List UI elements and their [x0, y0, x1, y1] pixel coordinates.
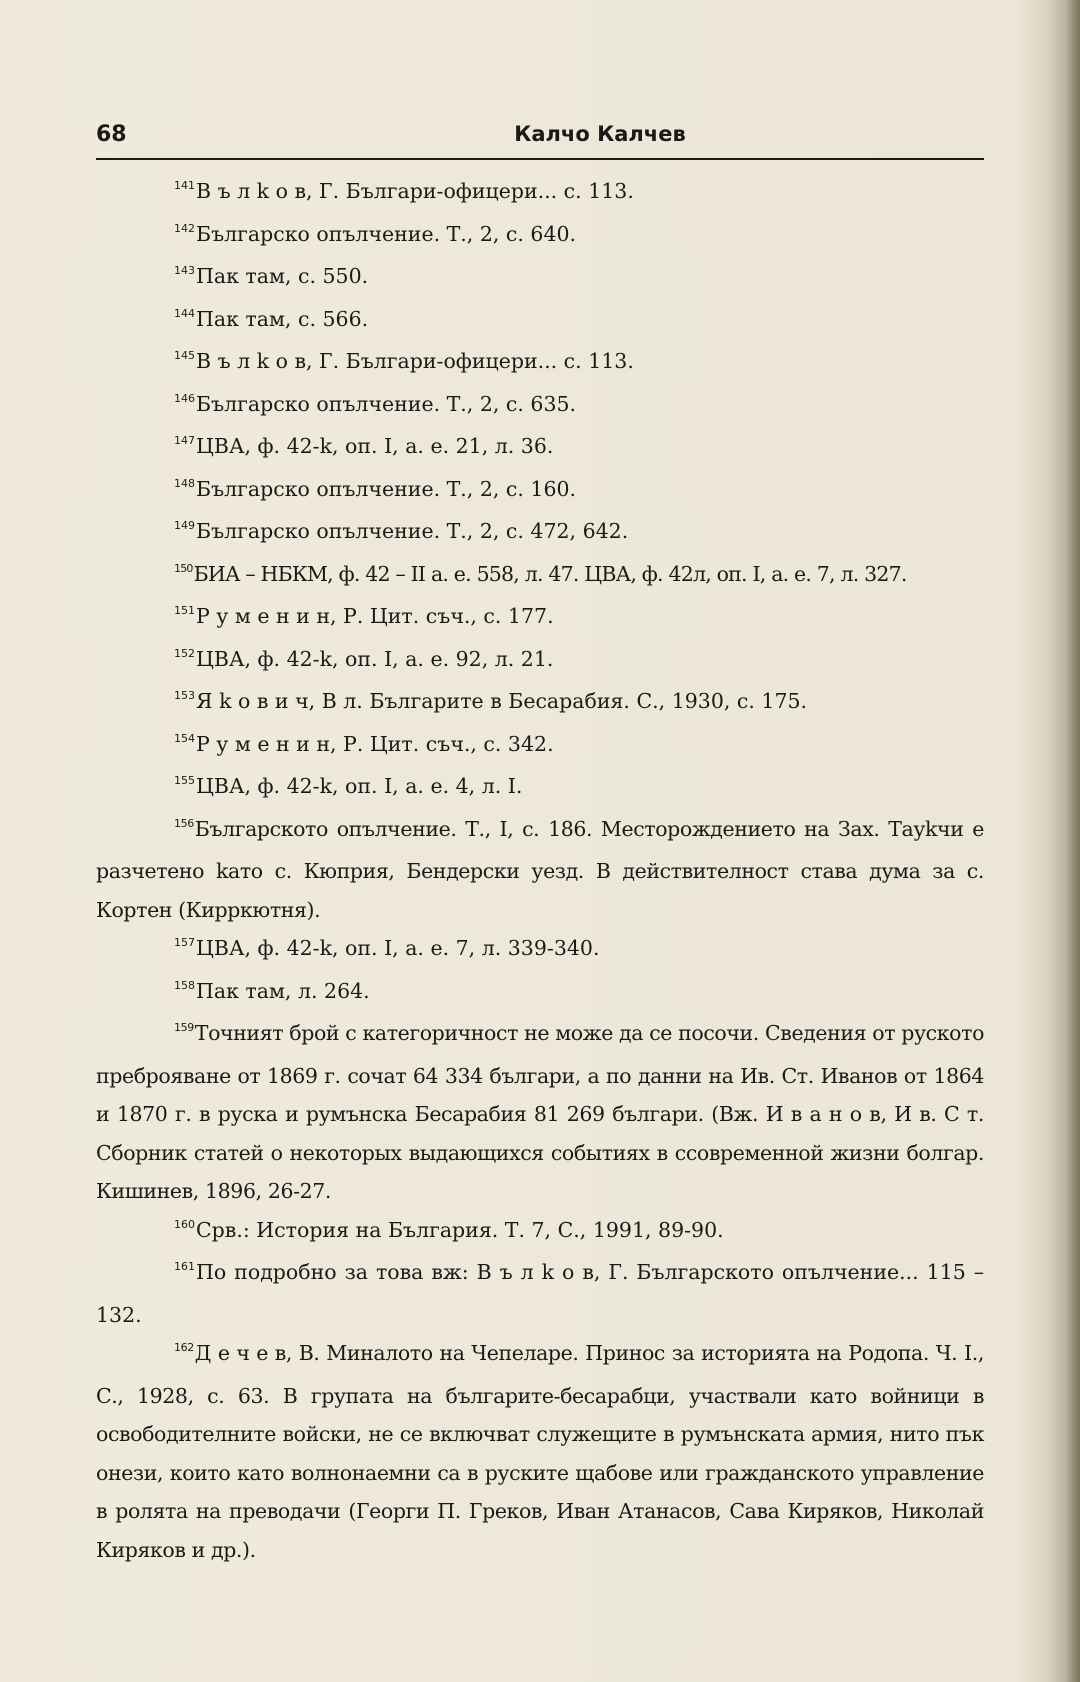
- footnote: [96, 767, 984, 810]
- footnote: [96, 725, 984, 768]
- footnote: [96, 1211, 984, 1254]
- footnote-text: Пак там, с. 566.: [196, 306, 369, 331]
- footnote-text: Пак там, с. 550.: [196, 264, 369, 288]
- footnote-number: 156: [174, 816, 194, 830]
- footnote-text: Срв.: История на България. Т. 7, С., 1991, 89-90.: [196, 1217, 724, 1242]
- footnotes-list: [96, 172, 984, 1569]
- footnote-number: 159: [174, 1021, 194, 1034]
- footnote-text: Р у м е н и н, Р. Цит. съч., с. 342.: [196, 731, 554, 756]
- footnote: [96, 597, 984, 640]
- footnote-number: 161: [174, 1260, 195, 1273]
- footnote-text: ЦВА, ф. 42-k, оп. I, а. е. 4, л. I.: [196, 774, 523, 798]
- footnote-text: По подробно за това вж: В ъ л k о в, Г. Българското опълчение... 115 – 132.: [96, 1260, 984, 1327]
- footnote-text: БИА – НБКМ, ф. 42 – II а. е. 558, л. 47. ЦВА, ф. 42л, оп. I, а. е. 7, л. 327.: [193, 561, 907, 586]
- footnote-number: 150: [174, 561, 193, 575]
- footnote: [96, 929, 984, 972]
- footnote: [96, 810, 984, 930]
- footnote: [96, 172, 984, 215]
- footnote-number: 153: [174, 689, 195, 702]
- footnote-text: Д е ч е в, В. Миналото на Чепеларе. Принос за историята на Родопа. Ч. I., С., 1928, с. 63. В групата на българите-бесарабци, участвали като войници в освободителните войски, не се включват служещите в румънската армия, нито пък онези, които като волнонаемни са в руските щабове или гражданското управление в ролята на преводачи (Георги П. Греков, Иван Атанасов, Сава Киряков, Николай Киряков и др.).: [96, 1341, 984, 1562]
- footnote-text: Р у м е н и н, Р. Цит. съч., с. 177.: [196, 604, 554, 628]
- footnote-number: 158: [174, 978, 195, 992]
- footnote-text: Българско опълчение. Т., 2, с. 160.: [196, 476, 577, 501]
- footnote-number: 149: [174, 519, 195, 532]
- footnote: [96, 555, 984, 598]
- footnote: [96, 300, 984, 343]
- footnote-text: Българско опълчение. Т., 2, с. 640.: [196, 221, 577, 246]
- footnote-number: 157: [174, 936, 195, 949]
- footnote-text: В ъ л k о в, Г. Българи-офицери... с. 113.: [196, 179, 634, 203]
- footnote: [96, 385, 984, 428]
- footnote-text: Българско опълчение. Т., 2, с. 635.: [196, 391, 577, 416]
- footnote-text: Българското опълчение. Т., I, с. 186. Месторождението на Зах. Тауkчи е разчетено kато с. Кюприя, Бендерски уезд. В действителност става дума за с. Кортен (Кирркютня).: [96, 816, 984, 922]
- footnote-number: 155: [174, 774, 195, 787]
- footnote-number: 144: [174, 306, 195, 320]
- footnote-text: Българско опълчение. Т., 2, с. 472, 642.: [196, 519, 629, 543]
- footnote-number: 152: [174, 646, 195, 660]
- page-number: 68: [96, 122, 127, 147]
- footnote-number: 147: [174, 434, 195, 447]
- footnote: [96, 257, 984, 300]
- footnote-text: ЦВА, ф. 42-k, оп. I, а. е. 7, л. 339-340.: [196, 936, 600, 960]
- footnote-number: 162: [174, 1341, 194, 1354]
- footnote: [96, 972, 984, 1015]
- footnote: [96, 1014, 984, 1211]
- footnote: [96, 427, 984, 470]
- footnote-text: ЦВА, ф. 42-k, оп. I, а. е. 92, л. 21.: [196, 646, 554, 671]
- page-edge-shadow: [1066, 0, 1080, 1682]
- footnote-text: ЦВА, ф. 42-k, оп. I, а. е. 21, л. 36.: [196, 434, 554, 458]
- footnote-number: 146: [174, 391, 195, 405]
- footnote: [96, 215, 984, 258]
- footnote-text: Точният брой с категоричност не може да се посочи. Сведения от руското преброяване от 1869 г. сочат 64 334 българи, а по данни на Ив. Ст. Иванов от 1864 и 1870 г. в руска и румънска Бесарабия 81 269 българи. (Вж. И в а н о в, И в. С т. Сборник статей о некоторых выдающихся событиях в ссовременной жизни болгар. Кишинев, 1896, 26-27.: [96, 1021, 985, 1203]
- footnote-number: 151: [174, 604, 195, 617]
- footnote-text: Пак там, л. 264.: [196, 978, 370, 1003]
- footnote: [96, 1334, 984, 1569]
- footnote-number: 143: [174, 264, 195, 277]
- footnote-text: Я k о в и ч, В л. Българите в Бесарабия. С., 1930, с. 175.: [196, 689, 808, 713]
- footnote: [96, 512, 984, 555]
- footnote: [96, 342, 984, 385]
- footnote-number: 142: [174, 221, 195, 235]
- page-header: [96, 118, 984, 160]
- footnote: [96, 1253, 984, 1334]
- footnote-text: В ъ л k о в, Г. Българи-офицери... с. 113.: [196, 349, 634, 373]
- footnote-number: 160: [174, 1217, 195, 1231]
- footnote-number: 145: [174, 349, 195, 362]
- footnote-number: 148: [174, 476, 195, 490]
- footnote: [96, 682, 984, 725]
- footnote: [96, 470, 984, 513]
- footnote: [96, 640, 984, 683]
- running-title: Калчо Калчев: [514, 122, 686, 146]
- footnote-number: 141: [174, 179, 195, 192]
- footnote-number: 154: [174, 731, 195, 745]
